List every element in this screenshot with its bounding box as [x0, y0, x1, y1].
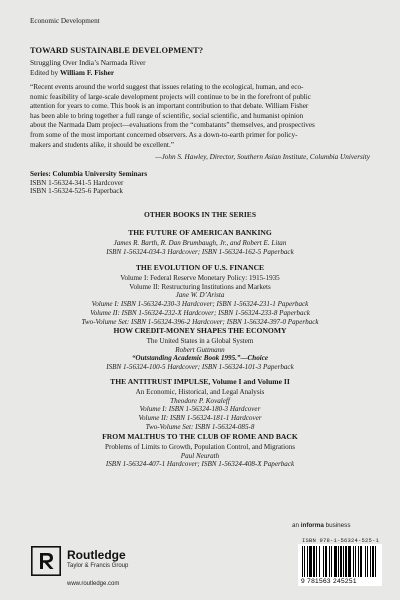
other-book-entry: [0, 264, 400, 327]
quote-line: nomic feasibility of large-scale development projects will continue to be in the forefront of public: [30, 92, 311, 101]
other-book-title: THE EVOLUTION OF U.S. FINANCE: [135, 263, 265, 272]
series-isbn-hardcover: ISBN 1-56324-341-5 Hardcover: [30, 178, 124, 187]
other-book-line: “Outstanding Academic Book 1995.”—Choice: [131, 354, 269, 363]
publisher-website: www.routledge.com: [67, 581, 120, 587]
barcode-bar: [323, 546, 324, 577]
informa-brand: informa: [300, 522, 324, 529]
barcode-bar: [353, 546, 354, 577]
quote-line: from some of the most important concerned observers. As a down-to-earth primer for policy-: [30, 130, 298, 139]
barcode-bar: [331, 546, 332, 577]
other-book-line: ISBN 1-56324-034-3 Hardcover; ISBN 1-56324-162-5 Paperback: [106, 247, 294, 256]
other-book-title: THE ANTITRUST IMPULSE, Volume I and Volume II: [110, 377, 290, 386]
barcode-bar: [355, 546, 356, 577]
barcode-bar: [360, 546, 362, 577]
other-book-line: Volume I: ISBN 1-56324-230-3 Hardcover; ISBN 1-56324-231-1 Paperback: [91, 300, 309, 309]
barcode-bar: [316, 546, 317, 577]
other-book-line: Problems of Limits to Growth, Population Control, and Migrations: [105, 442, 295, 451]
other-book-title: THE FUTURE OF AMERICAN BANKING: [128, 228, 272, 237]
barcode-bar: [370, 546, 371, 577]
endorsement-quote: [30, 83, 370, 150]
barcode-bar: [334, 546, 337, 577]
other-book-entry: [0, 433, 400, 469]
other-book-line: Volume II: Restructuring Institutions and Markets: [129, 282, 271, 291]
series-isbn-paperback: ISBN 1-56324-525-6 Paperback: [30, 187, 124, 196]
barcode-bar: [307, 546, 308, 577]
other-book-line: Theodore P. Kovaleff: [170, 396, 230, 405]
other-book-line: Volume I: Federal Reserve Monetary Policy: 1915-1935: [120, 273, 280, 282]
quote-line: attention for years to come. This book is an important contribution to that debate. William Fisher: [30, 102, 309, 111]
other-book-line: Volume II: ISBN 1-56324-232-X Hardcover; ISBN 1-56324-233-8 Paperback: [90, 308, 310, 317]
barcode-bar: [325, 546, 327, 577]
barcode-bar: [365, 546, 366, 577]
other-book-line: Volume II: ISBN 1-56324-181-1 Hardcover: [138, 414, 262, 423]
series-title: Series: Columbia University Seminars: [30, 170, 148, 178]
publisher-imprint: Taylor & Francis Group: [67, 563, 129, 569]
other-book-line: James R. Barth, R. Dan Brumbaugh, Jr., and Robert E. Litan: [113, 238, 287, 247]
quote-line: has been able to bring together a full range of scientific, social scientific, and humanist opinion: [30, 111, 304, 120]
category-label: Economic Development: [30, 17, 100, 25]
other-books-heading: OTHER BOOKS IN THE SERIES: [144, 210, 256, 219]
barcode-bar: [309, 546, 312, 577]
quote-line: about the Narmada Dam project—evaluations from the “combatants” themselves, and prospectives: [30, 121, 315, 130]
other-book-line: ISBN 1-56324-100-5 Hardcover; ISBN 1-56324-101-3 Paperback: [106, 363, 294, 372]
other-book-line: The United States in a Global System: [146, 336, 254, 345]
other-book-line: Volume I: ISBN 1-56324-180-3 Hardcover: [139, 405, 261, 414]
informa-business-label: [292, 522, 350, 529]
book-editor: [30, 68, 114, 77]
quote-line: “Recent events around the world suggest that issues relating to the ecological, human, and eco-: [30, 83, 304, 91]
barcode-bar: [345, 546, 347, 577]
barcode-bar: [343, 546, 344, 577]
book-subtitle: Struggling Over India’s Narmada River: [30, 58, 146, 67]
other-book-title: HOW CREDIT-MONEY SHAPES THE ECONOMY: [113, 326, 287, 335]
barcode-bar: [372, 546, 374, 577]
barcode-bar: [338, 546, 339, 577]
barcode-bar: [348, 546, 351, 577]
other-book-entry: [0, 229, 400, 256]
barcode-bar: [302, 546, 303, 577]
barcode-digits: 9 781563 245251: [301, 578, 357, 585]
other-book-line: ISBN 1-56324-407-1 Hardcover; ISBN 1-56324-408-X Paperback: [105, 460, 295, 469]
barcode-bar: [367, 546, 368, 577]
endorsement-attribution: —John S. Hawley, Director, Southern Asian Institute, Columbia University: [155, 153, 370, 161]
editor-name: William F. Fisher: [60, 68, 115, 77]
book-title: TOWARD SUSTAINABLE DEVELOPMENT?: [30, 46, 204, 55]
other-book-line: Two-Volume Set: ISBN 1-56324-396-2 Hardcover; ISBN 1-56324-397-0 Paperback: [81, 317, 319, 326]
other-book-entry: [0, 327, 400, 372]
barcode-bar: [358, 546, 359, 577]
other-book-line: Jane W. D’Arista: [175, 291, 225, 300]
other-book-entry: [0, 378, 400, 432]
series-info: [30, 170, 147, 196]
other-book-line: Two-Volume Set: ISBN 1-56324-085-8: [145, 422, 255, 431]
barcode-bar: [329, 546, 330, 577]
barcode-bar: [319, 546, 320, 577]
other-book-line: Paul Neurath: [180, 451, 220, 460]
routledge-logo-icon: [31, 546, 61, 576]
barcode-bar: [313, 546, 315, 577]
barcode-bar: [375, 546, 376, 577]
barcode-bar: [340, 546, 342, 577]
other-book-line: An Economic, Historical, and Legal Analysis: [135, 387, 265, 396]
isbn13-label: ISBN 978-1-56324-525-1: [302, 537, 380, 544]
other-book-line: Robert Guttmann: [175, 345, 225, 354]
other-book-title: FROM MALTHUS TO THE CLUB OF ROME AND BACK: [102, 432, 298, 441]
barcode-bar: [304, 546, 305, 577]
quote-line: makers and students alike, it should be excellent.”: [30, 140, 174, 149]
publisher-name: Routledge: [67, 548, 126, 562]
informa-prefix: an: [292, 522, 300, 529]
editor-prefix: Edited by: [30, 68, 59, 77]
informa-suffix: business: [325, 522, 351, 529]
